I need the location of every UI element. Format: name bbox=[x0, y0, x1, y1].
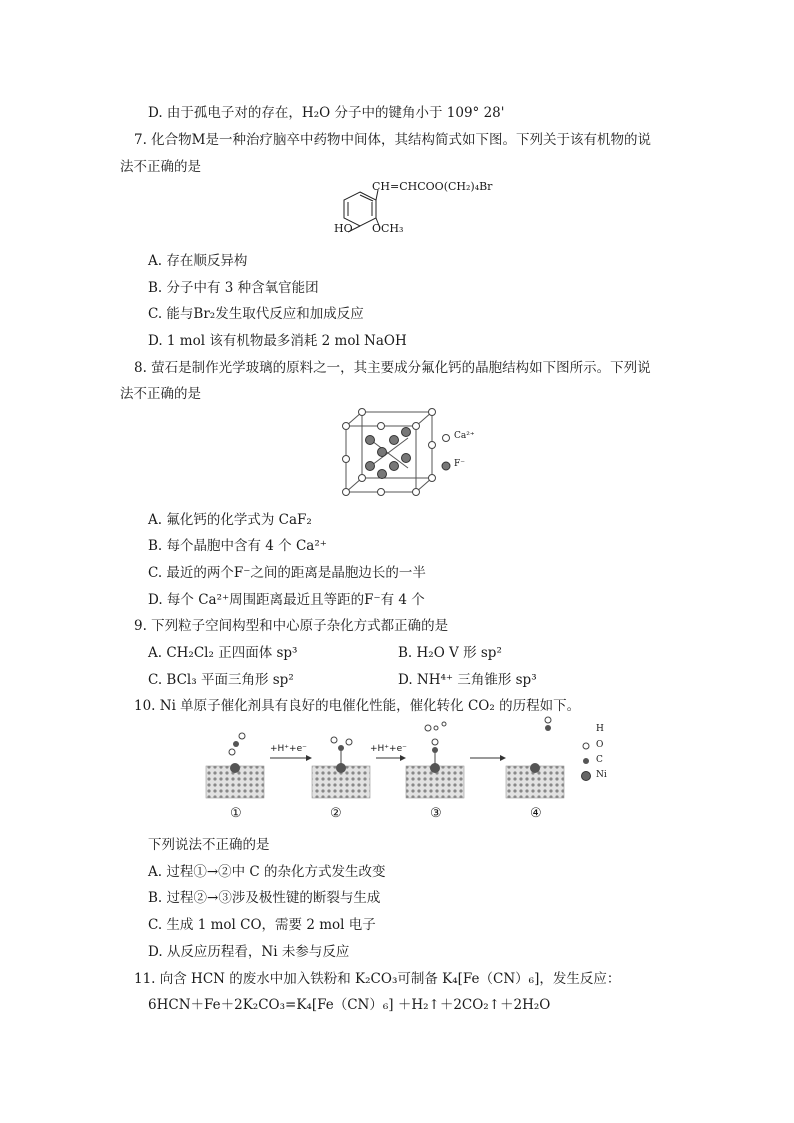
q8-option-a: A. 氟化钙的化学式为 CaF₂ bbox=[148, 512, 312, 528]
q10-sub-stem: 下列说法不正确的是 bbox=[148, 837, 270, 853]
q7-formula-right: OCH₃ bbox=[372, 222, 404, 235]
q7-stem-line1: 7. 化合物M是一种治疗脑卒中药物中间体，其结构简式如下图。下列关于该有机物的说 bbox=[134, 132, 651, 148]
q7-formula-top: CH=CHCOO(CH₂)₄Br bbox=[372, 180, 493, 193]
q10-option-a: A. 过程①→②中 C 的杂化方式发生改变 bbox=[148, 864, 386, 880]
q8-option-c: C. 最近的两个F⁻之间的距离是晶胞边长的一半 bbox=[148, 565, 426, 581]
q10-option-d: D. 从反应历程看，Ni 未参与反应 bbox=[148, 944, 350, 960]
q10-step-4: ④ bbox=[530, 806, 542, 821]
q8-option-d: D. 每个 Ca²⁺周围距离最近且等距的F⁻有 4 个 bbox=[148, 592, 425, 608]
q10-arrow-label-1: +H⁺+e⁻ bbox=[270, 744, 307, 754]
q7-option-d: D. 1 mol 该有机物最多消耗 2 mol NaOH bbox=[148, 333, 407, 349]
q10-legend-o: O bbox=[596, 740, 604, 750]
q10-step-2: ② bbox=[330, 806, 342, 821]
q10-step-3: ③ bbox=[430, 806, 442, 821]
q11-stem: 11. 向含 HCN 的废水中加入铁粉和 K₂CO₃可制备 K₄[Fe（CN）₆]，发生反应： bbox=[134, 971, 621, 987]
q9-option-b: B. H₂O V 形 sp² bbox=[398, 645, 502, 661]
catalysis-pathway bbox=[200, 716, 620, 826]
q7-option-c: C. 能与Br₂发生取代反应和加成反应 bbox=[148, 306, 364, 322]
q10-legend-ni: Ni bbox=[596, 770, 607, 780]
fluorite-unit-cell bbox=[338, 408, 488, 498]
q7-option-b: B. 分子中有 3 种含氧官能团 bbox=[148, 280, 319, 296]
q10-stem: 10. Ni 单原子催化剂具有良好的电催化性能，催化转化 CO₂ 的历程如下。 bbox=[134, 698, 581, 714]
q8-crystal-cell-diagram bbox=[338, 408, 488, 498]
q9-stem: 9. 下列粒子空间构型和中心原子杂化方式都正确的是 bbox=[134, 618, 449, 634]
q7-stem-line2: 法不正确的是 bbox=[120, 159, 201, 175]
q8-stem-line1: 8. 萤石是制作光学玻璃的原料之一，其主要成分氟化钙的晶胞结构如下图所示。下列说 bbox=[134, 360, 651, 376]
q10-option-b: B. 过程②→③涉及极性键的断裂与生成 bbox=[148, 890, 381, 906]
q8-option-b: B. 每个晶胞中含有 4 个 Ca²⁺ bbox=[148, 538, 327, 554]
q11-equation: 6HCN＋Fe＋2K₂CO₃=K₄[Fe（CN）₆] ＋H₂↑＋2CO₂↑＋2H₂O bbox=[148, 997, 551, 1013]
q10-legend-h: H bbox=[596, 724, 604, 734]
q6-option-d: D. 由于孤电子对的存在，H₂O 分子中的键角小于 109° 28' bbox=[148, 105, 505, 121]
q7-formula-left: HO bbox=[334, 222, 353, 235]
q9-option-d: D. NH⁴⁺ 三角锥形 sp³ bbox=[398, 672, 537, 688]
q8-stem-line2: 法不正确的是 bbox=[120, 386, 201, 402]
q9-option-a: A. CH₂Cl₂ 正四面体 sp³ bbox=[148, 645, 298, 661]
q10-legend-c: C bbox=[596, 755, 603, 765]
q9-option-c: C. BCl₃ 平面三角形 sp² bbox=[148, 672, 294, 688]
q10-option-c: C. 生成 1 mol CO，需要 2 mol 电子 bbox=[148, 917, 376, 933]
q8-legend-f: F⁻ bbox=[454, 459, 465, 469]
q7-option-a: A. 存在顺反异构 bbox=[148, 253, 248, 269]
q8-legend-ca: Ca²⁺ bbox=[454, 431, 475, 441]
q10-arrow-label-2: +H⁺+e⁻ bbox=[370, 744, 407, 754]
q10-step-1: ① bbox=[230, 806, 242, 821]
q7-structural-formula bbox=[320, 180, 500, 240]
q10-mechanism-diagram bbox=[200, 716, 620, 826]
